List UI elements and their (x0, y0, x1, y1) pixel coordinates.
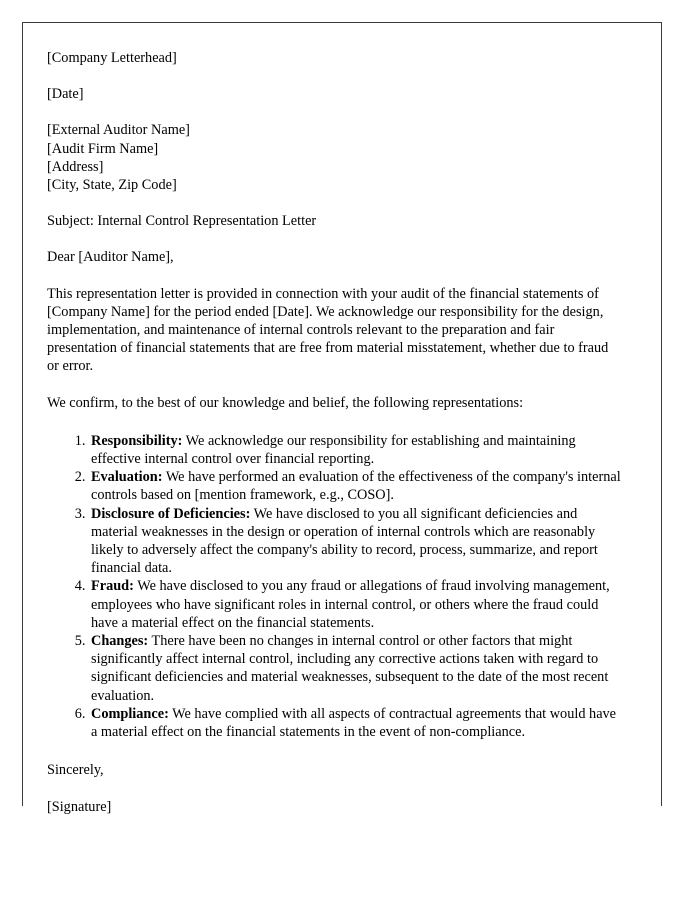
list-item (89, 432, 623, 468)
closing-salutation: Sincerely, (47, 762, 104, 779)
list-item (89, 505, 623, 578)
recipient-address-block (47, 121, 623, 194)
spacer (47, 103, 623, 121)
representation-term: Fraud: (91, 578, 134, 595)
company-letterhead: [Company Letterhead] (47, 50, 177, 66)
list-item (89, 468, 623, 504)
subject-line: Subject: Internal Control Representation Letter (47, 213, 317, 230)
spacer (47, 376, 623, 394)
spacer (47, 267, 623, 285)
representation-text: We have performed an evaluation of the effectiveness of the company's internal controls based on [mention framework, e.g., COSO]. (91, 469, 621, 504)
spacer (47, 230, 623, 248)
representation-term: Disclosure of Deficiencies: (91, 505, 251, 522)
intro-paragraph: This representation letter is provided in connection with your audit of the financial statements of [Company Name] for the period ended [Date]. We acknowledge our responsibility for the design, implementation, and maintenance of internal controls relevant to the preparation and fair presentation of financial statements that are free from material misstatement, whether due to fraud or error. (47, 285, 609, 375)
representations-list (47, 432, 623, 741)
representation-text: We have disclosed to you any fraud or allegations of fraud involving management, employees who have significant roles in internal control, or others where the fraud could have a material effect on the financial statements. (91, 578, 610, 631)
salutation: Dear [Auditor Name], (47, 249, 174, 266)
spacer (47, 412, 623, 432)
representation-term: Responsibility: (91, 432, 183, 449)
confirmation-lead-in: We confirm, to the best of our knowledge and belief, the following representations: (47, 394, 524, 411)
spacer (47, 194, 623, 212)
representation-text: There have been no changes in internal control or other factors that might significantly affect internal control, including any corrective actions taken with regard to significant deficiencies and material weaknesses, subsequent to the date of the most recent evaluation. (91, 633, 609, 704)
representation-text: We have complied with all aspects of contractual agreements that would have a material effect on the financial statements in the event of non-compliance. (91, 705, 617, 741)
recipient-address: [Address] (47, 158, 104, 175)
document-page (22, 22, 662, 815)
representation-term: Changes: (91, 633, 149, 650)
recipient-city-state-zip: [City, State, Zip Code] (47, 177, 177, 194)
spacer (47, 741, 623, 761)
representation-term: Evaluation: (91, 469, 163, 486)
recipient-firm-name: [Audit Firm Name] (47, 140, 159, 157)
recipient-auditor-name: [External Auditor Name] (47, 122, 190, 139)
letter-date: [Date] (47, 86, 84, 103)
spacer (47, 780, 623, 798)
representation-term: Compliance: (91, 705, 169, 722)
representation-text: We acknowledge our responsibility for establishing and maintaining effective internal control over financial reporting. (91, 432, 576, 468)
list-item (89, 632, 623, 705)
letter-body (47, 49, 623, 816)
list-item (89, 577, 623, 632)
list-item (89, 705, 623, 741)
representation-text: We have disclosed to you all significant deficiencies and material weaknesses in the design or operation of internal controls which are reasonably likely to adversely affect the company's ability to record, process, summarize, and report financial data. (91, 505, 598, 577)
signature-placeholder: [Signature] (47, 798, 112, 815)
spacer (47, 67, 623, 85)
